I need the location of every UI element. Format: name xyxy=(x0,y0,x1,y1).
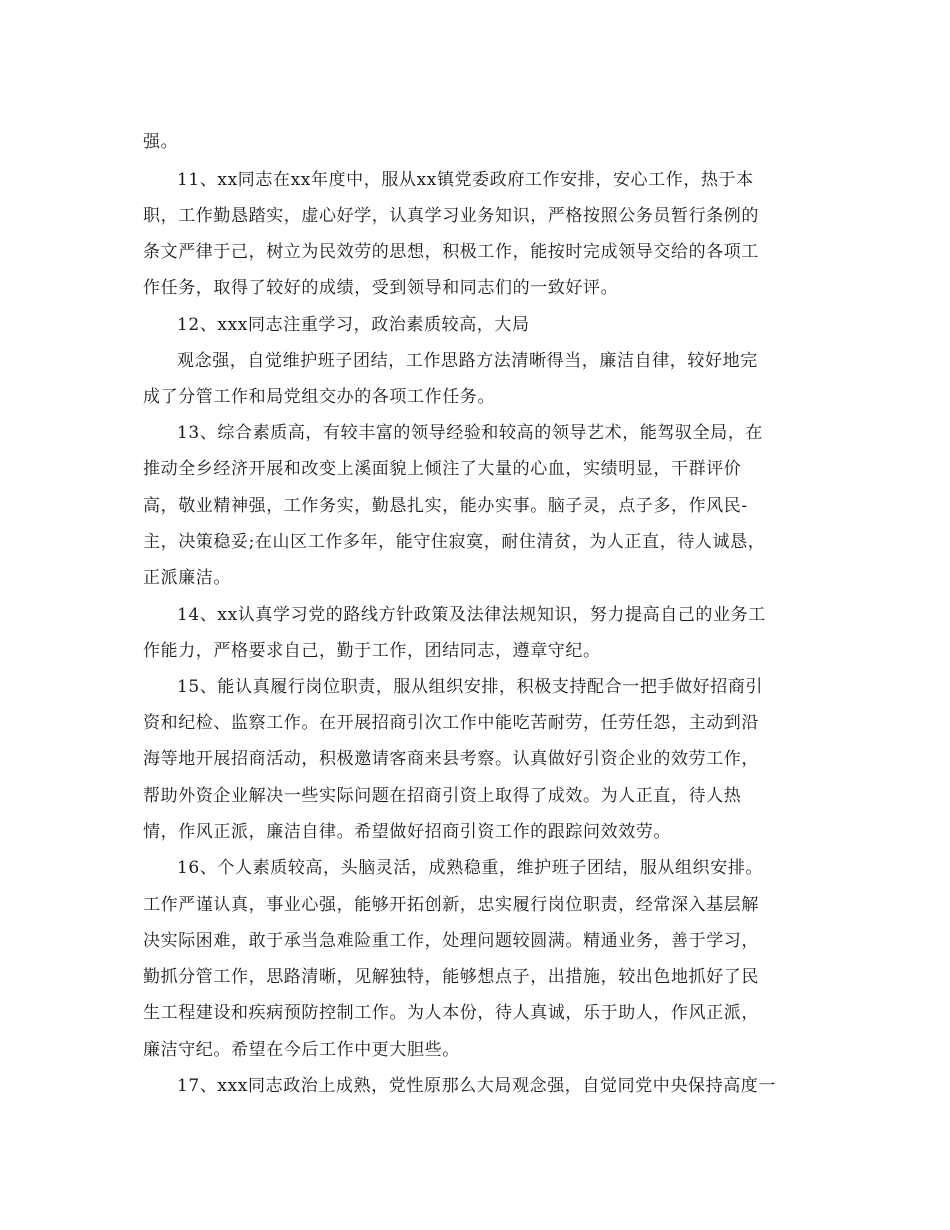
text-line: 情，作风正派，廉洁自律。希望做好招商引资工作的跟踪问效效劳。 xyxy=(143,822,671,842)
text-line: 条文严律于己，树立为民效劳的思想，积极工作，能按时完成领导交给的各项工 xyxy=(143,242,759,262)
text-line: 勤抓分管工作，思路清晰，见解独特，能够想点子，出措施，较出色地抓好了民 xyxy=(143,967,759,987)
text-line: 廉洁守纪。希望在今后工作中更大胆些。 xyxy=(143,1040,460,1060)
text-line: 海等地开展招商活动，积极邀请客商来县考察。认真做好引资企业的效劳工作， xyxy=(143,749,759,769)
text-line: 主，决策稳妥;在山区工作多年，能守住寂寞，耐住清贫，为人正直，待人诚恳， xyxy=(143,532,766,552)
text-line: 推动全乡经济开展和改变上溪面貌上倾注了大量的心血，实绩明显，干群评价 xyxy=(143,459,742,479)
text-line: 11、xx同志在xx年度中，服从xx镇党委政府工作安排，安心工作，热于本 xyxy=(177,170,754,190)
text-line: 17、xxx同志政治上成熟，党性原那么大局观念强，自觉同党中央保持高度一 xyxy=(177,1076,776,1096)
text-line: 职，工作勤恳踏实，虚心好学，认真学习业务知识，严格按照公务员暂行条例的 xyxy=(143,206,759,226)
text-line: 观念强，自觉维护班子团结，工作思路方法清晰得当，廉洁自律，较好地完 xyxy=(177,351,758,371)
text-line: 13、综合素质高，有较丰富的领导经验和较高的领导艺术，能驾驭全局，在 xyxy=(177,423,764,443)
text-line: 16、个人素质较高，头脑灵活，成熟稳重，维护班子团结，服从组织安排。 xyxy=(177,858,764,878)
text-line: 作能力，严格要求自己，勤于工作，团结同志，遵章守纪。 xyxy=(143,641,601,661)
text-line: 作任务，取得了较好的成绩，受到领导和同志们的一致好评。 xyxy=(143,278,619,298)
text-line: 正派廉洁。 xyxy=(143,568,231,588)
text-line: 资和纪检、监察工作。在开展招商引次工作中能吃苦耐劳，任劳任怨，主动到沿 xyxy=(143,713,759,733)
text-line: 12、xxx同志注重学习，政治素质较高，大局 xyxy=(177,315,530,335)
text-line: 14、xx认真学习党的路线方针政策及法律法规知识，努力提高自己的业务工 xyxy=(177,605,766,625)
text-line: 工作严谨认真，事业心强，能够开拓创新，忠实履行岗位职责，经常深入基层解 xyxy=(143,895,759,915)
text-line: 15、能认真履行岗位职责，服从组织安排，积极支持配合一把手做好招商引 xyxy=(177,677,764,697)
text-line: 强。 xyxy=(143,132,179,152)
text-line: 帮助外资企业解决一些实际问题在招商引资上取得了成效。为人正直，待人热 xyxy=(143,786,742,806)
text-line: 决实际困难，敢于承当急难险重工作，处理问题较圆满。精通业务，善于学习， xyxy=(143,931,759,951)
text-line: 生工程建设和疾病预防控制工作。为人本份，待人真诚，乐于助人，作风正派， xyxy=(143,1003,759,1023)
text-line: 高，敬业精神强，工作务实，勤恳扎实，能办实事。脑子灵，点子多，作风民- xyxy=(143,496,748,516)
text-line: 成了分管工作和局党组交办的各项工作任务。 xyxy=(143,387,495,407)
